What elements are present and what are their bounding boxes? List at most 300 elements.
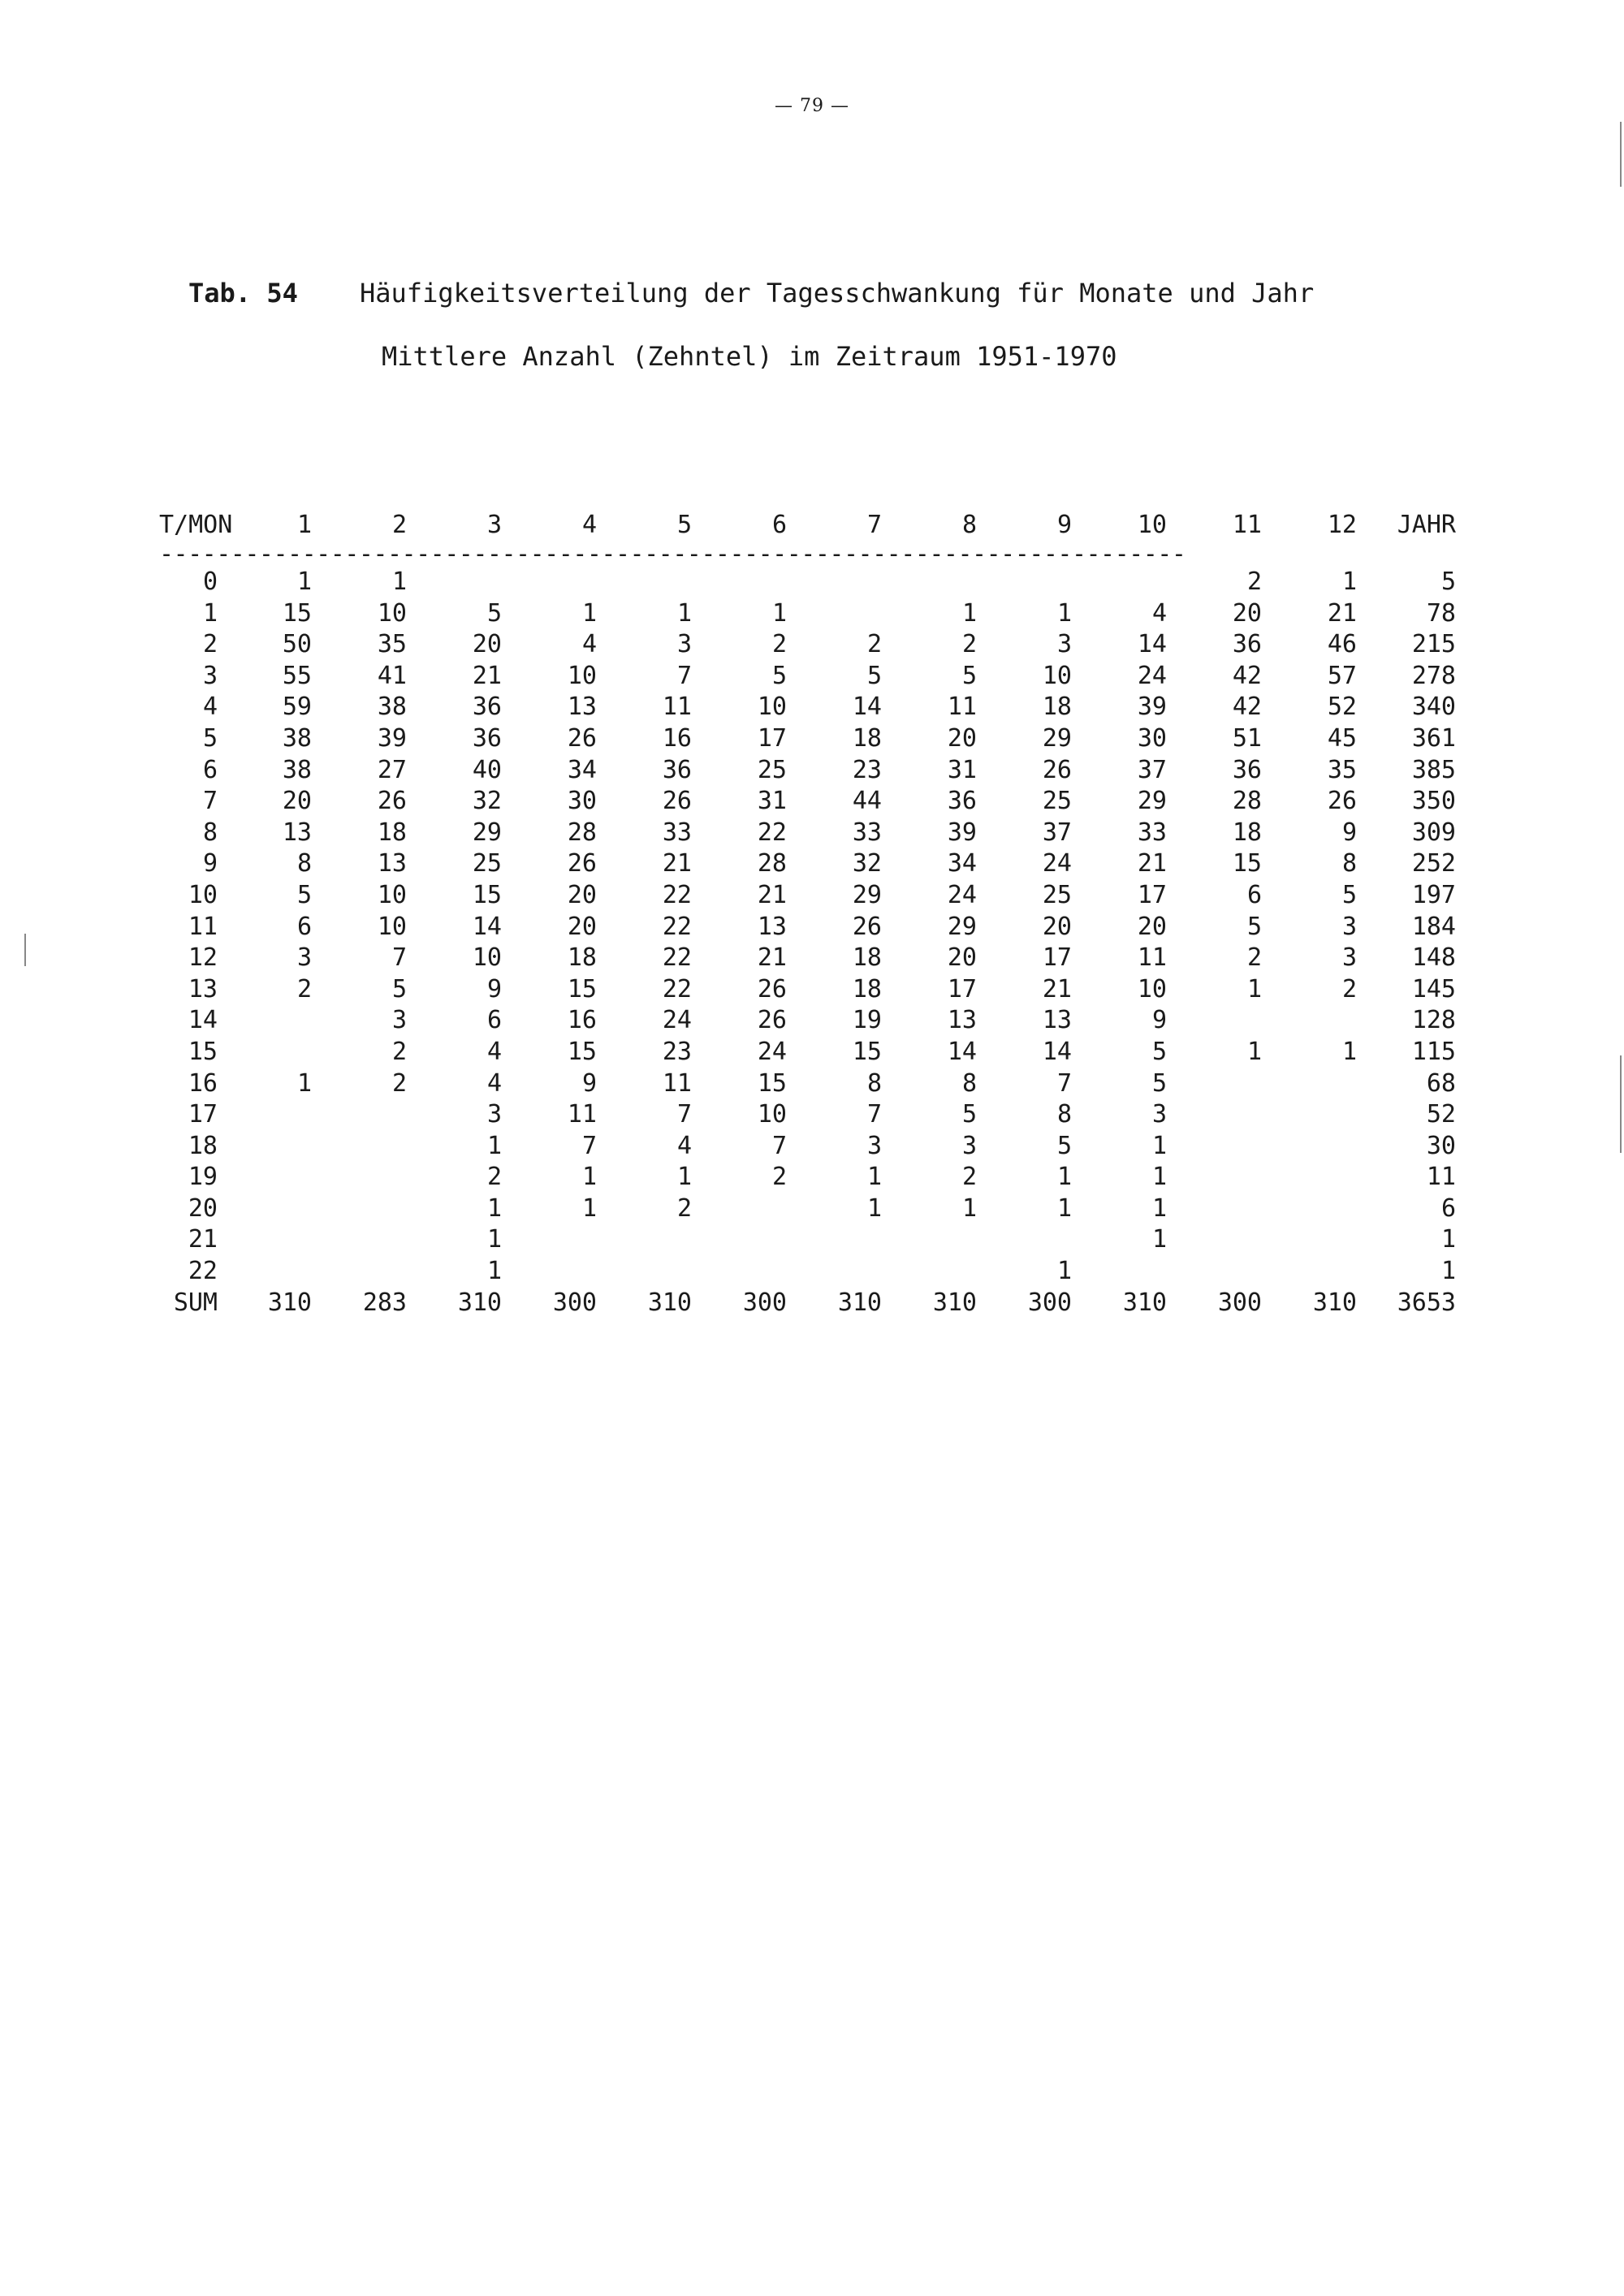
table-cell: 10 bbox=[1137, 974, 1167, 1003]
table-cell: 17 bbox=[1042, 943, 1072, 973]
table-cell: 29 bbox=[472, 818, 502, 847]
table-cell: 29 bbox=[1042, 723, 1072, 753]
table-cell: 2 bbox=[1246, 568, 1262, 596]
table-cell: 21 bbox=[1042, 974, 1072, 1003]
table-cell: 16 bbox=[567, 1006, 597, 1035]
table-cell: 7 bbox=[676, 661, 692, 690]
table-cell: 36 bbox=[472, 723, 502, 753]
table-cell: 2 bbox=[961, 1163, 977, 1192]
table-cell: 10 bbox=[377, 880, 407, 909]
column-header: 6 bbox=[771, 511, 787, 539]
table-cell: 11 bbox=[1137, 943, 1167, 973]
table-cell: 2 bbox=[676, 1193, 692, 1223]
table-cell: 252 bbox=[1411, 849, 1456, 878]
table-cell: 32 bbox=[472, 787, 502, 816]
table-cell: 9 bbox=[1341, 818, 1357, 847]
table-cell: 14 bbox=[1042, 1037, 1072, 1066]
table-row bbox=[159, 1288, 1458, 1319]
table-cell: 16 bbox=[662, 723, 692, 753]
table-cell: 52 bbox=[1426, 1100, 1456, 1129]
table-cell: 20 bbox=[472, 630, 502, 659]
table-cell: 26 bbox=[377, 787, 407, 816]
table-row bbox=[159, 943, 1458, 974]
table-cell bbox=[1262, 1224, 1357, 1256]
table-cell bbox=[218, 1005, 312, 1037]
table-cell: 1 bbox=[1056, 598, 1072, 628]
table-cell: 46 bbox=[1327, 630, 1357, 659]
table-cell: 20 bbox=[1042, 912, 1072, 941]
table-row bbox=[159, 755, 1458, 787]
table-cell: 30 bbox=[567, 787, 597, 816]
table-cell: 19 bbox=[188, 1163, 218, 1192]
table-cell bbox=[218, 1256, 312, 1288]
table-cell: 5 bbox=[961, 1100, 977, 1129]
table-cell: 18 bbox=[1042, 693, 1072, 722]
table-cell: 1 bbox=[771, 598, 787, 628]
table-row bbox=[159, 661, 1458, 693]
table-cell: 33 bbox=[662, 818, 692, 847]
table-title: Häufigkeitsverteilung der Tagesschwankung für Monate und Jahr bbox=[360, 278, 1315, 309]
table-cell: 4 bbox=[676, 1131, 692, 1160]
table-cell: 115 bbox=[1411, 1037, 1456, 1066]
separator-line: ------------------------------------------------------------------------ bbox=[159, 546, 1186, 567]
table-cell: 3 bbox=[391, 1006, 407, 1035]
table-cell: 184 bbox=[1411, 912, 1456, 941]
table-cell: 15 bbox=[1232, 849, 1262, 878]
table-cell: 1 bbox=[866, 1193, 882, 1223]
column-header: 5 bbox=[676, 511, 692, 539]
table-cell: 24 bbox=[1137, 661, 1167, 690]
table-cell bbox=[882, 567, 977, 598]
table-cell: 24 bbox=[757, 1037, 787, 1066]
table-cell: 5 bbox=[202, 723, 218, 753]
table-cell: 3 bbox=[866, 1131, 882, 1160]
table-cell bbox=[218, 1162, 312, 1193]
table-cell bbox=[692, 567, 787, 598]
table-cell bbox=[218, 1193, 312, 1225]
table-cell: 5 bbox=[296, 880, 312, 909]
table-cell: 1 bbox=[1151, 1193, 1167, 1223]
table-cell: 15 bbox=[282, 598, 312, 628]
table-cell bbox=[1262, 1131, 1357, 1163]
table-cell: 25 bbox=[757, 755, 787, 784]
table-cell: 17 bbox=[188, 1100, 218, 1129]
table-cell: 8 bbox=[1056, 1100, 1072, 1129]
table-cell: 9 bbox=[1151, 1006, 1167, 1035]
column-header: 2 bbox=[391, 511, 407, 539]
table-cell: 3 bbox=[486, 1100, 502, 1129]
table-cell: 18 bbox=[1232, 818, 1262, 847]
table-cell: 20 bbox=[947, 723, 977, 753]
table-cell: 27 bbox=[377, 755, 407, 784]
table-cell: 42 bbox=[1232, 661, 1262, 690]
table-cell: 5 bbox=[1151, 1037, 1167, 1066]
table-cell: 361 bbox=[1411, 723, 1456, 753]
table-cell: 11 bbox=[947, 693, 977, 722]
table-cell: 2 bbox=[866, 630, 882, 659]
table-cell: 1 bbox=[202, 598, 218, 628]
table-cell: 26 bbox=[852, 912, 882, 941]
frequency-table bbox=[159, 505, 1458, 1318]
column-header: T/MON bbox=[159, 511, 233, 539]
table-cell: 6 bbox=[296, 912, 312, 941]
table-cell: 3 bbox=[1341, 943, 1357, 973]
table-body bbox=[159, 567, 1458, 1318]
column-header: 11 bbox=[1232, 511, 1262, 539]
table-cell: 17 bbox=[947, 974, 977, 1003]
table-cell: 38 bbox=[377, 693, 407, 722]
table-cell: 8 bbox=[866, 1068, 882, 1098]
table-cell: 21 bbox=[472, 661, 502, 690]
table-cell: 13 bbox=[757, 912, 787, 941]
table-cell bbox=[312, 1224, 407, 1256]
table-cell: 15 bbox=[188, 1037, 218, 1066]
table-cell: 300 bbox=[742, 1288, 787, 1317]
table-cell: 36 bbox=[472, 693, 502, 722]
table-cell: 3 bbox=[202, 661, 218, 690]
table-cell: 1 bbox=[1151, 1225, 1167, 1254]
table-cell bbox=[1167, 1005, 1262, 1037]
table-cell: 24 bbox=[662, 1006, 692, 1035]
table-cell: 8 bbox=[202, 818, 218, 847]
table-cell: 197 bbox=[1411, 880, 1456, 909]
table-cell: 310 bbox=[267, 1288, 312, 1317]
table-cell: 15 bbox=[567, 974, 597, 1003]
table-cell: 4 bbox=[1151, 598, 1167, 628]
table-label: Tab. 54 bbox=[188, 278, 298, 309]
table-cell: 12 bbox=[188, 943, 218, 973]
table-cell: 300 bbox=[552, 1288, 597, 1317]
table-cell: 6 bbox=[1440, 1193, 1456, 1223]
table-cell: 42 bbox=[1232, 693, 1262, 722]
table-row bbox=[159, 818, 1458, 849]
table-cell bbox=[1262, 1068, 1357, 1100]
table-cell bbox=[597, 1224, 692, 1256]
table-cell bbox=[218, 1131, 312, 1163]
column-header: 10 bbox=[1137, 511, 1167, 539]
table-cell: 19 bbox=[852, 1006, 882, 1035]
table-row bbox=[159, 1193, 1458, 1225]
table-cell: 24 bbox=[1042, 849, 1072, 878]
table-cell: 5 bbox=[866, 661, 882, 690]
table-cell: 2 bbox=[771, 1163, 787, 1192]
table-cell: 20 bbox=[1137, 912, 1167, 941]
table-cell: 5 bbox=[1246, 912, 1262, 941]
table-cell bbox=[502, 1224, 597, 1256]
table-cell: 1 bbox=[1341, 1037, 1357, 1066]
table-cell: 44 bbox=[852, 787, 882, 816]
table-row bbox=[159, 1131, 1458, 1163]
table-cell: 11 bbox=[662, 693, 692, 722]
table-cell: 15 bbox=[567, 1037, 597, 1066]
table-cell: 385 bbox=[1411, 755, 1456, 784]
table-cell: 13 bbox=[567, 693, 597, 722]
table-cell: 15 bbox=[852, 1037, 882, 1066]
table-cell: 18 bbox=[377, 818, 407, 847]
table-cell: 28 bbox=[1232, 787, 1262, 816]
scan-edge-mark bbox=[1620, 1055, 1622, 1153]
table-cell: 51 bbox=[1232, 723, 1262, 753]
table-cell bbox=[1167, 1131, 1262, 1163]
scan-edge-mark bbox=[1620, 122, 1622, 187]
table-cell: 310 bbox=[932, 1288, 977, 1317]
table-cell: 5 bbox=[1056, 1131, 1072, 1160]
table-cell: 1 bbox=[296, 568, 312, 596]
table-cell: 1 bbox=[1246, 1037, 1262, 1066]
table-cell: 38 bbox=[282, 723, 312, 753]
table-cell: 28 bbox=[757, 849, 787, 878]
table-cell bbox=[1167, 1068, 1262, 1100]
table-cell: 26 bbox=[567, 849, 597, 878]
table-cell: 14 bbox=[852, 693, 882, 722]
table-cell: 283 bbox=[362, 1288, 407, 1317]
table-cell: 2 bbox=[202, 630, 218, 659]
table-cell: 26 bbox=[567, 723, 597, 753]
table-cell: 29 bbox=[1137, 787, 1167, 816]
table-cell: 6 bbox=[1246, 880, 1262, 909]
table-cell: 22 bbox=[662, 974, 692, 1003]
table-cell: 26 bbox=[757, 974, 787, 1003]
table-cell bbox=[218, 1037, 312, 1068]
table-cell: 4 bbox=[486, 1037, 502, 1066]
table-cell bbox=[407, 567, 502, 598]
table-cell: 40 bbox=[472, 755, 502, 784]
table-cell: 18 bbox=[567, 943, 597, 973]
table-cell: 14 bbox=[947, 1037, 977, 1066]
table-cell: 310 bbox=[837, 1288, 882, 1317]
table-row bbox=[159, 1005, 1458, 1037]
table-cell bbox=[1167, 1256, 1262, 1288]
table-cell: 41 bbox=[377, 661, 407, 690]
table-cell: 1 bbox=[676, 598, 692, 628]
column-header: 1 bbox=[296, 511, 312, 539]
table-cell: 9 bbox=[202, 849, 218, 878]
table-cell bbox=[882, 1256, 977, 1288]
table-cell: 13 bbox=[377, 849, 407, 878]
table-cell bbox=[1167, 1224, 1262, 1256]
table-cell: 310 bbox=[1122, 1288, 1167, 1317]
table-cell: 7 bbox=[866, 1100, 882, 1129]
table-cell bbox=[1262, 1005, 1357, 1037]
table-cell: 1 bbox=[486, 1225, 502, 1254]
column-header: 12 bbox=[1327, 511, 1357, 539]
table-cell: 13 bbox=[947, 1006, 977, 1035]
table-cell: 37 bbox=[1042, 818, 1072, 847]
table-cell: 36 bbox=[1232, 630, 1262, 659]
table-cell: 25 bbox=[472, 849, 502, 878]
table-cell: 7 bbox=[771, 1131, 787, 1160]
table-cell bbox=[597, 567, 692, 598]
table-cell: 2 bbox=[486, 1163, 502, 1192]
table-cell: 10 bbox=[757, 1100, 787, 1129]
table-cell: 10 bbox=[472, 943, 502, 973]
table-cell: 128 bbox=[1411, 1006, 1456, 1035]
table-row bbox=[159, 848, 1458, 880]
header-row bbox=[159, 505, 1458, 546]
table-cell: 5 bbox=[391, 974, 407, 1003]
table-cell: 31 bbox=[947, 755, 977, 784]
column-header: 3 bbox=[486, 511, 502, 539]
table-cell: 6 bbox=[202, 755, 218, 784]
table-cell: 21 bbox=[188, 1225, 218, 1254]
table-cell: 10 bbox=[377, 912, 407, 941]
table-cell: 68 bbox=[1426, 1068, 1456, 1098]
table-cell: 5 bbox=[486, 598, 502, 628]
table-cell: 1 bbox=[1151, 1131, 1167, 1160]
table-cell: 300 bbox=[1217, 1288, 1262, 1317]
table-cell: 20 bbox=[947, 943, 977, 973]
table-cell: 18 bbox=[852, 723, 882, 753]
table-cell: 22 bbox=[757, 818, 787, 847]
table-cell bbox=[692, 1193, 787, 1225]
table-cell: 1 bbox=[961, 1193, 977, 1223]
page-number: — 79 — bbox=[775, 96, 849, 116]
table-cell: 21 bbox=[757, 880, 787, 909]
table-cell bbox=[787, 1256, 882, 1288]
table-cell: 35 bbox=[377, 630, 407, 659]
table-cell: 7 bbox=[391, 943, 407, 973]
table-cell bbox=[1167, 1193, 1262, 1225]
table-cell: 25 bbox=[1042, 787, 1072, 816]
table-cell: 29 bbox=[947, 912, 977, 941]
table-cell: 32 bbox=[852, 849, 882, 878]
table-row bbox=[159, 1068, 1458, 1100]
table-cell: 38 bbox=[282, 755, 312, 784]
table-cell: 10 bbox=[757, 693, 787, 722]
table-cell: 20 bbox=[282, 787, 312, 816]
table-cell: 1 bbox=[296, 1068, 312, 1098]
table-cell: 13 bbox=[188, 974, 218, 1003]
table-cell: 30 bbox=[1137, 723, 1167, 753]
table-cell: 22 bbox=[188, 1257, 218, 1286]
table-cell: 11 bbox=[1426, 1163, 1456, 1192]
table-cell: 22 bbox=[662, 943, 692, 973]
table-cell: 20 bbox=[1232, 598, 1262, 628]
table-cell: 37 bbox=[1137, 755, 1167, 784]
scan-edge-mark bbox=[24, 934, 26, 966]
table-cell bbox=[1262, 1099, 1357, 1131]
table-cell: 31 bbox=[757, 787, 787, 816]
table-cell bbox=[312, 1162, 407, 1193]
table-cell: 78 bbox=[1426, 598, 1456, 628]
column-header: 4 bbox=[581, 511, 597, 539]
table-cell: 18 bbox=[852, 943, 882, 973]
table-row bbox=[159, 598, 1458, 630]
table-cell: 13 bbox=[282, 818, 312, 847]
table-cell: 3 bbox=[676, 630, 692, 659]
table-cell: 5 bbox=[1440, 568, 1456, 596]
table-cell: 26 bbox=[1042, 755, 1072, 784]
table-cell: 30 bbox=[1426, 1131, 1456, 1160]
table-cell: 39 bbox=[377, 723, 407, 753]
table-cell: 10 bbox=[1042, 661, 1072, 690]
table-cell bbox=[787, 1224, 882, 1256]
table-cell: 21 bbox=[757, 943, 787, 973]
table-cell: 22 bbox=[662, 880, 692, 909]
table-cell: 15 bbox=[472, 880, 502, 909]
table-cell: 1 bbox=[1056, 1193, 1072, 1223]
table-cell: 10 bbox=[377, 598, 407, 628]
table-cell: 34 bbox=[947, 849, 977, 878]
table-cell bbox=[692, 1256, 787, 1288]
table-cell: 5 bbox=[1341, 880, 1357, 909]
table-cell bbox=[977, 567, 1072, 598]
table-cell: 2 bbox=[1246, 943, 1262, 973]
table-cell: 5 bbox=[1151, 1068, 1167, 1098]
table-cell: 8 bbox=[961, 1068, 977, 1098]
table-cell: 20 bbox=[567, 880, 597, 909]
table-cell: 26 bbox=[1327, 787, 1357, 816]
table-cell: 2 bbox=[1341, 974, 1357, 1003]
table-cell bbox=[597, 1256, 692, 1288]
table-row bbox=[159, 786, 1458, 818]
table-cell: 28 bbox=[567, 818, 597, 847]
table-cell: 1 bbox=[1341, 568, 1357, 596]
table-cell: 20 bbox=[188, 1193, 218, 1223]
table-cell: 7 bbox=[676, 1100, 692, 1129]
table-cell bbox=[1167, 1162, 1262, 1193]
table-cell: 3 bbox=[1151, 1100, 1167, 1129]
table-cell: 1 bbox=[486, 1193, 502, 1223]
table-cell bbox=[787, 598, 882, 630]
table-cell bbox=[312, 1131, 407, 1163]
table-cell: 39 bbox=[947, 818, 977, 847]
table-cell: 2 bbox=[296, 974, 312, 1003]
table-cell bbox=[692, 1224, 787, 1256]
table-row bbox=[159, 1256, 1458, 1288]
table-cell: 1 bbox=[1151, 1163, 1167, 1192]
table-cell: 310 bbox=[457, 1288, 502, 1317]
table-cell: 15 bbox=[757, 1068, 787, 1098]
table-row bbox=[159, 1099, 1458, 1131]
table-cell: 33 bbox=[1137, 818, 1167, 847]
table-cell: 310 bbox=[1312, 1288, 1357, 1317]
table-cell bbox=[1262, 1162, 1357, 1193]
table-cell: 23 bbox=[662, 1037, 692, 1066]
table-cell: 1 bbox=[391, 568, 407, 596]
table-cell: 36 bbox=[947, 787, 977, 816]
table-cell: 3 bbox=[961, 1131, 977, 1160]
column-header: 8 bbox=[961, 511, 977, 539]
table-cell bbox=[787, 567, 882, 598]
table-cell: 13 bbox=[1042, 1006, 1072, 1035]
column-header: 9 bbox=[1056, 511, 1072, 539]
table-cell: 215 bbox=[1411, 630, 1456, 659]
table-cell: 22 bbox=[662, 912, 692, 941]
table-cell: 4 bbox=[581, 630, 597, 659]
table-row bbox=[159, 1224, 1458, 1256]
table-cell: 55 bbox=[282, 661, 312, 690]
table-cell: 39 bbox=[1137, 693, 1167, 722]
table-row bbox=[159, 723, 1458, 755]
table-cell: 11 bbox=[567, 1100, 597, 1129]
table-row bbox=[159, 629, 1458, 661]
table-row bbox=[159, 567, 1458, 598]
table-cell: 5 bbox=[961, 661, 977, 690]
table-cell: 3 bbox=[1341, 912, 1357, 941]
table-cell bbox=[1262, 1256, 1357, 1288]
table-subtitle: Mittlere Anzahl (Zehntel) im Zeitraum 1951-1970 bbox=[382, 341, 1117, 372]
table-cell bbox=[502, 567, 597, 598]
table-cell: 59 bbox=[282, 693, 312, 722]
table-cell: 18 bbox=[852, 974, 882, 1003]
table-cell: 1 bbox=[486, 1257, 502, 1286]
table-cell: 50 bbox=[282, 630, 312, 659]
table-cell: 18 bbox=[188, 1131, 218, 1160]
table-cell bbox=[312, 1256, 407, 1288]
table-cell: 3 bbox=[1056, 630, 1072, 659]
table-row bbox=[159, 1162, 1458, 1193]
